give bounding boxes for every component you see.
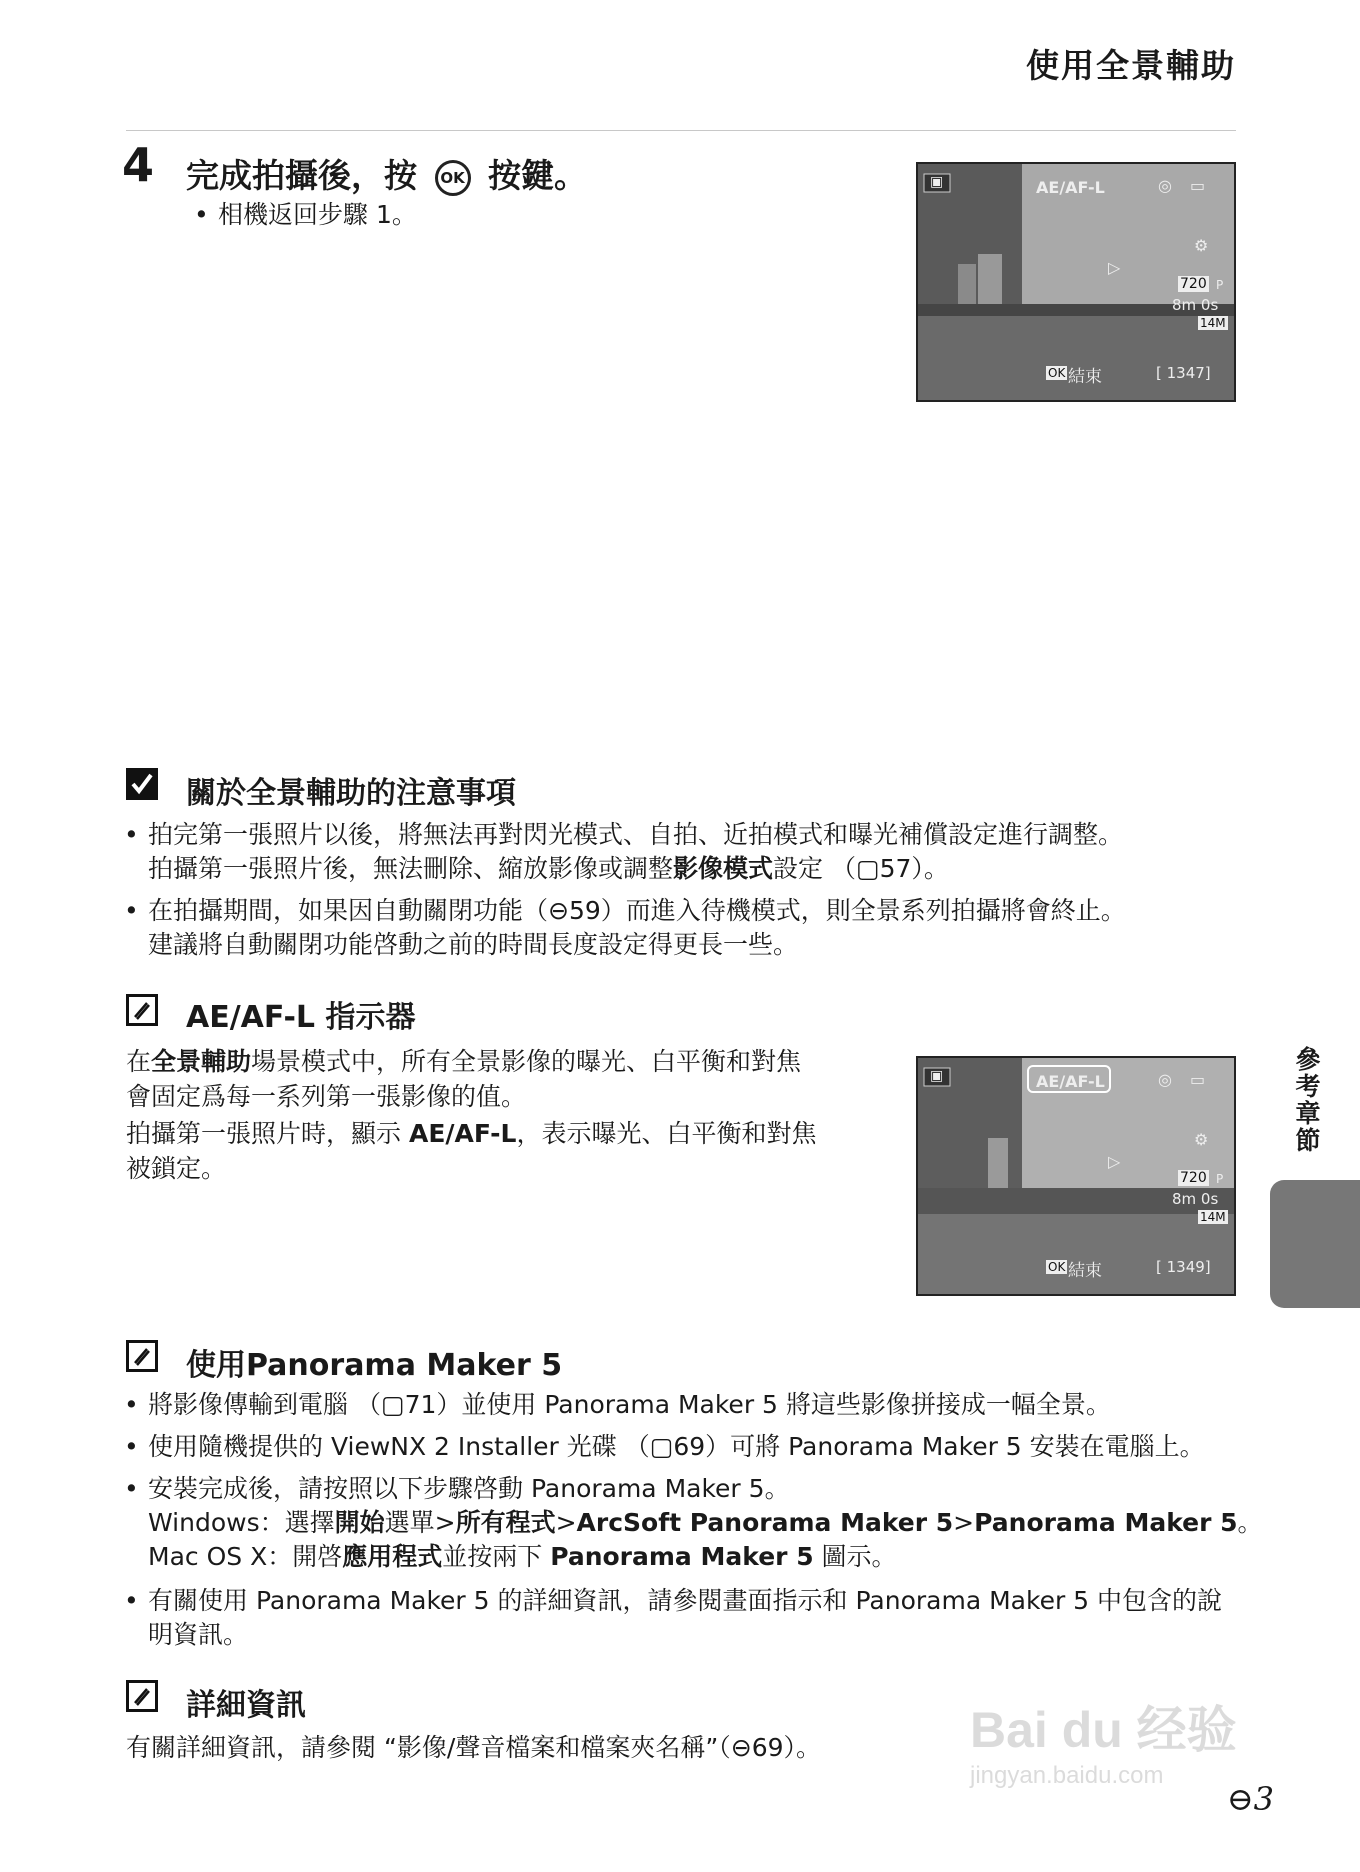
side-tab-marker bbox=[1270, 1180, 1360, 1308]
ael-p2-post: ，表示曝光、白平衡和對焦 bbox=[516, 1119, 817, 1148]
more-section-title: 詳細資訊 bbox=[186, 1688, 306, 1723]
windows-label: Windows：選擇 bbox=[148, 1508, 335, 1537]
panorama-maker-icon-term: Panorama Maker 5 bbox=[550, 1542, 814, 1571]
panorama-mode-icon: ▣ bbox=[930, 1068, 944, 1084]
image-size-badge: 14M bbox=[1200, 1210, 1226, 1224]
pm-bullet-3-text: 安裝完成後，請按照以下步驟啓動 Panorama Maker 5。 bbox=[148, 1474, 790, 1503]
bullet-dot: • bbox=[124, 820, 139, 849]
pm-bullet-1-text: 將影像傳輸到電腦 （▢71）並使用 Panorama Maker 5 將這些影像拼接成一幅全景。 bbox=[148, 1390, 1111, 1419]
ael-p1-post: 場景模式中，所有全景影像的曝光、白平衡和對焦 bbox=[251, 1047, 802, 1076]
windows-sep-3: > bbox=[953, 1508, 975, 1537]
page-header-title: 使用全景輔助 bbox=[1026, 46, 1236, 85]
end-label: 結束 bbox=[1068, 367, 1102, 387]
direction-arrow-icon: ▷ bbox=[1108, 1152, 1121, 1171]
notes-item-1-line2-text: 拍攝第一張照片後，無法刪除、縮放影像或調整 bbox=[148, 854, 674, 883]
panorama-maker-term: Panorama Maker 5 bbox=[974, 1508, 1238, 1537]
motion-icon: ⚙ bbox=[1194, 236, 1209, 255]
pm-title-bold: Panorama Maker 5 bbox=[246, 1348, 563, 1383]
step-bullet-text: 相機返回步驟 1。 bbox=[218, 200, 417, 229]
remaining-time: 8m 0s bbox=[1172, 296, 1219, 314]
end-label: 結束 bbox=[1068, 1261, 1102, 1281]
ael-paragraph-2 bbox=[126, 1116, 817, 1186]
battery-icon: ▭ bbox=[1190, 176, 1206, 195]
ok-button-icon: OK bbox=[435, 160, 471, 196]
image-mode-term: 影像模式 bbox=[673, 854, 774, 883]
applications-term: 應用程式 bbox=[342, 1542, 443, 1571]
camera-screen-2 bbox=[916, 1056, 1236, 1296]
info-pencil-icon bbox=[126, 994, 158, 1026]
ael-p1-pre: 在 bbox=[126, 1047, 152, 1076]
pm-bullet-4-line1: 有關使用 Panorama Maker 5 的詳細資訊，請參閱畫面指示和 Panorama Maker 5 中包含的說 bbox=[148, 1586, 1223, 1615]
ael-paragraph-1 bbox=[126, 1044, 801, 1114]
bullet-dot: • bbox=[124, 896, 139, 925]
mac-text-1: 並按兩下 bbox=[442, 1542, 543, 1571]
pm-bullet-4 bbox=[124, 1584, 1223, 1652]
pm-bullet-4-line2: 明資訊。 bbox=[148, 1620, 249, 1649]
watermark-brand: Bai du 经验 bbox=[970, 1702, 1237, 1758]
notes-item-1 bbox=[124, 818, 1124, 886]
ael-p2-pre: 拍攝第一張照片時，顯示 bbox=[126, 1119, 402, 1148]
pm-bullet-2 bbox=[124, 1430, 1205, 1464]
start-menu-term: 開始 bbox=[334, 1508, 385, 1537]
ael-p1-line1 bbox=[126, 1044, 801, 1079]
vr-icon: ◎ bbox=[1158, 1070, 1172, 1089]
step-title-text: 完成拍攝後，按 bbox=[186, 156, 417, 195]
more-section-text: 有關詳細資訊，請參閱 “影像/聲音檔案和檔案夾名稱”（⊖69）。 bbox=[126, 1733, 822, 1762]
mac-text-2: 圖示。 bbox=[821, 1542, 897, 1571]
resolution-suffix: P bbox=[1216, 278, 1224, 292]
battery-icon: ▭ bbox=[1190, 1070, 1206, 1089]
windows-sep-2: > bbox=[555, 1508, 577, 1537]
side-section-label: 參考章節 bbox=[1292, 1046, 1321, 1154]
watermark-url: jingyan.baidu.com bbox=[970, 1762, 1164, 1789]
notes-item-1-line2 bbox=[148, 852, 1123, 886]
mac-steps bbox=[148, 1540, 1263, 1574]
bullet-dot: • bbox=[194, 200, 209, 229]
notes-item-2-line2: 建議將自動關閉功能啓動之前的時間長度設定得更長一些。 bbox=[148, 930, 799, 959]
ael-title-rest: 指示器 bbox=[315, 1000, 416, 1035]
bullet-dot: • bbox=[124, 1474, 139, 1503]
arcsoft-term: ArcSoft Panorama Maker 5 bbox=[576, 1508, 954, 1537]
camera-screen-1 bbox=[916, 162, 1236, 402]
bullet-dot: • bbox=[124, 1390, 139, 1419]
info-pencil-icon bbox=[126, 1340, 158, 1372]
panorama-assist-term: 全景輔助 bbox=[151, 1047, 252, 1076]
ael-indicator-highlighted: AE/AF-L bbox=[1036, 1072, 1105, 1091]
step-title-text-2: 按鍵。 bbox=[488, 156, 587, 195]
ael-p2-line2: 被鎖定。 bbox=[126, 1154, 227, 1183]
notes-item-1-line2-tail: 設定 （▢57）。 bbox=[773, 854, 949, 883]
notes-item-1-line1: 拍完第一張照片以後，將無法再對閃光模式、自拍、近拍模式和曝光補償設定進行調整。 bbox=[148, 820, 1124, 849]
pm-bullet-2-text: 使用隨機提供的 ViewNX 2 Installer 光碟 （▢69）可將 Panorama Maker 5 安裝在電腦上。 bbox=[148, 1432, 1205, 1461]
all-programs-term: 所有程式 bbox=[455, 1508, 556, 1537]
windows-steps bbox=[148, 1506, 1263, 1540]
vr-icon: ◎ bbox=[1158, 176, 1172, 195]
windows-sep-1: 選單> bbox=[384, 1508, 456, 1537]
caution-check-icon bbox=[126, 768, 158, 800]
page-number: ⊖3 bbox=[1226, 1780, 1274, 1818]
notes-item-2-line1: 在拍攝期間，如果因自動關閉功能（⊖59）而進入待機模式，則全景系列拍攝將會終止。 bbox=[148, 896, 1126, 925]
step-number: 4 bbox=[122, 138, 155, 192]
resolution-suffix: P bbox=[1216, 1172, 1224, 1186]
shots-remaining: [ 1347] bbox=[1156, 364, 1211, 382]
ael-p2-line1 bbox=[126, 1116, 817, 1151]
remaining-time: 8m 0s bbox=[1172, 1190, 1219, 1208]
notes-item-2 bbox=[124, 894, 1126, 962]
resolution-badge: 720 bbox=[1180, 276, 1207, 292]
mac-label: Mac OS X：開啓 bbox=[148, 1542, 343, 1571]
pm-bullet-3 bbox=[124, 1472, 1263, 1574]
pm-bullet-1 bbox=[124, 1388, 1111, 1422]
info-pencil-icon bbox=[126, 1680, 158, 1712]
notes-section-title: 關於全景輔助的注意事項 bbox=[186, 776, 516, 811]
resolution-badge: 720 bbox=[1180, 1170, 1207, 1186]
bullet-dot: • bbox=[124, 1586, 139, 1615]
header-divider bbox=[126, 130, 1236, 131]
pm-title-pre: 使用 bbox=[186, 1348, 246, 1383]
ok-icon: OK bbox=[1048, 366, 1066, 380]
bullet-dot: • bbox=[124, 1432, 139, 1461]
step-title bbox=[186, 150, 587, 197]
shots-remaining: [ 1349] bbox=[1156, 1258, 1211, 1276]
ok-icon: OK bbox=[1048, 1260, 1066, 1274]
pm-section-title bbox=[186, 1340, 562, 1384]
ael-section-title bbox=[186, 992, 415, 1036]
image-size-badge: 14M bbox=[1200, 316, 1226, 330]
ael-title-code: AE/AF-L bbox=[186, 1000, 316, 1035]
panorama-mode-icon: ▣ bbox=[930, 174, 944, 190]
motion-icon: ⚙ bbox=[1194, 1130, 1209, 1149]
step-bullet bbox=[194, 198, 417, 232]
direction-arrow-icon: ▷ bbox=[1108, 258, 1121, 277]
ael-indicator: AE/AF-L bbox=[1036, 178, 1105, 197]
ael-p1-line2: 會固定爲每一系列第一張影像的值。 bbox=[126, 1082, 527, 1111]
ael-code-term: AE/AF-L bbox=[408, 1119, 517, 1148]
windows-end: 。 bbox=[1237, 1508, 1263, 1537]
